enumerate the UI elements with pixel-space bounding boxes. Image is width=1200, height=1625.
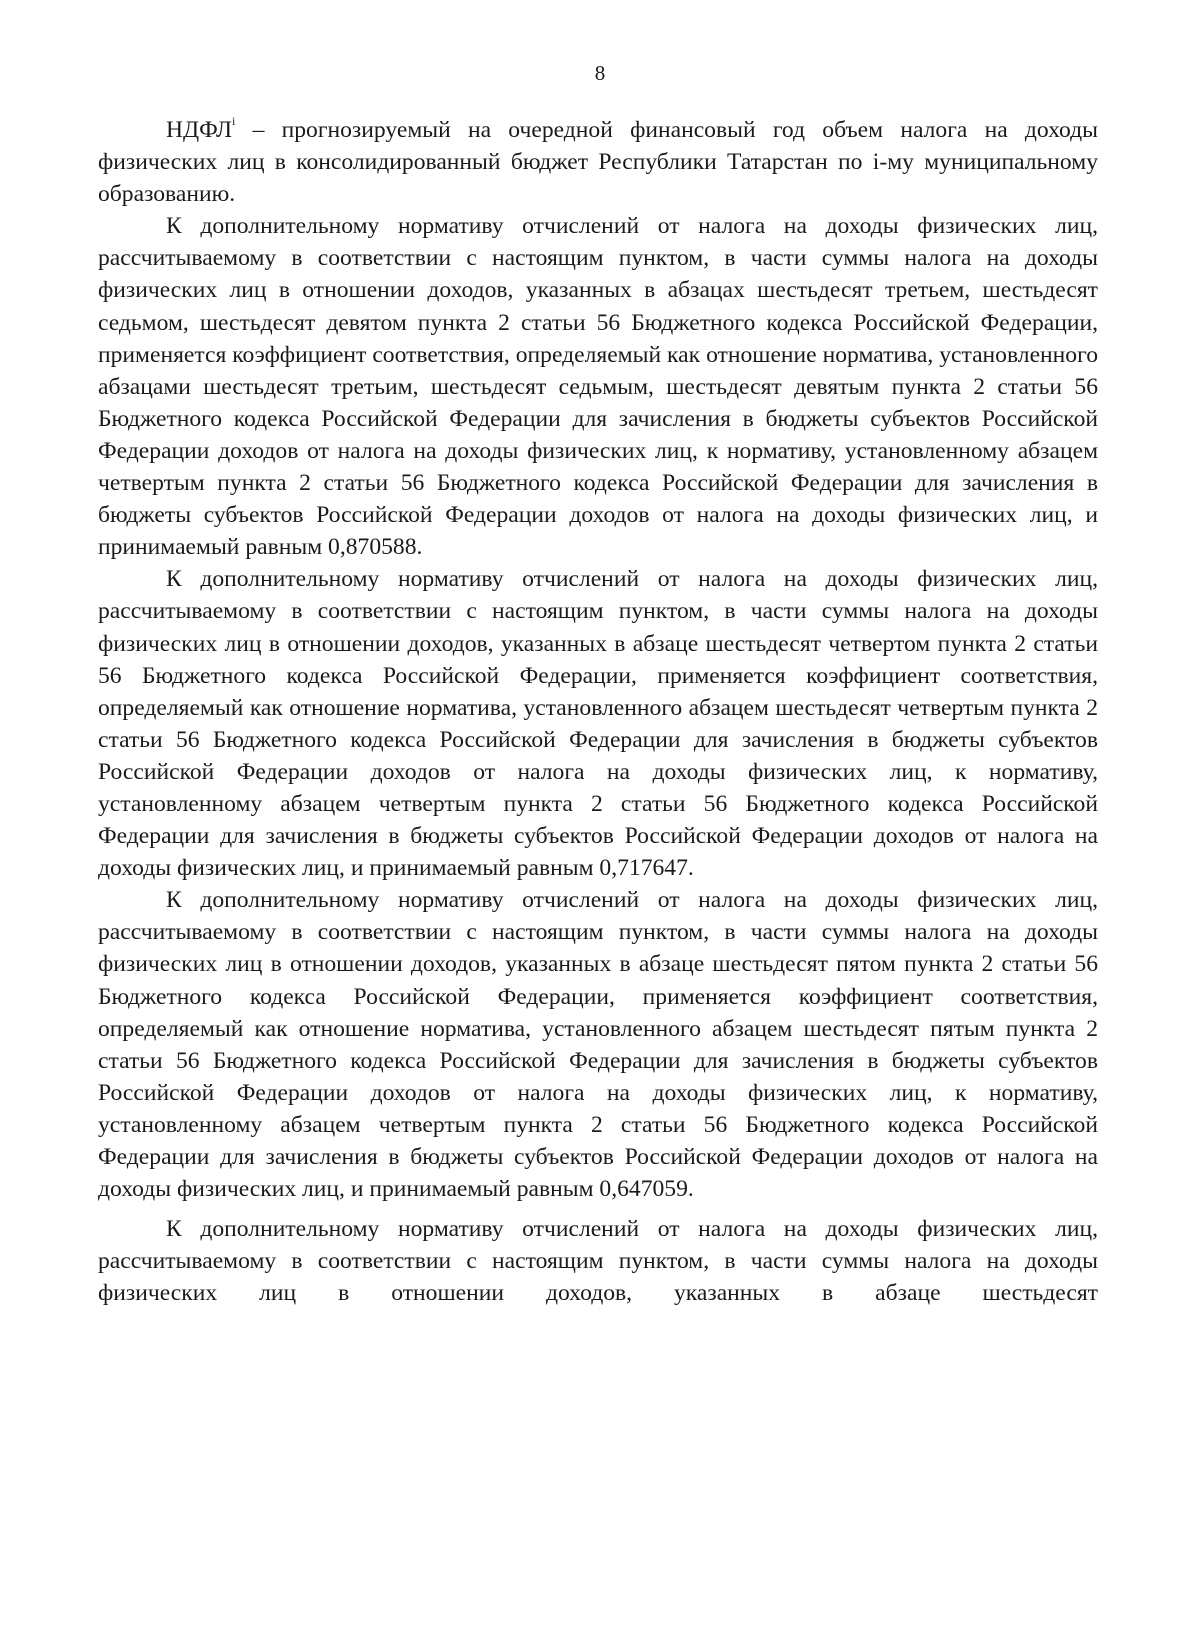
paragraph-text: К дополнительному нормативу отчислений от налога на доходы физических лиц, рассчитываемому в соответствии с настоящим пунктом, в части суммы налога на доходы физических лиц в отношении доходов, указанных в абзацах шестьдесят третьем, шестьдесят седьмом, шестьдесят девятом пункта 2 статьи 56 Бюджетного кодекса Российской Федерации, применяется коэффициент соответствия, определяемый как отношение норматива, установленного абзацами шестьдесят третьим, шестьдесят седьмым, шестьдесят девятым пункта 2 статьи 56 Бюджетного кодекса Российской Федерации для зачисления в бюджеты субъектов Российской Федерации доходов от налога на доходы физических лиц, к нормативу, установленному абзацем четвертым пункта 2 статьи 56 Бюджетного кодекса Российской Федерации для зачисления в бюджеты субъектов Российской Федерации доходов от налога на доходы физических лиц, и принимаемый равным	[98, 213, 1098, 561]
definition-term: НДФЛ	[166, 117, 232, 143]
document-body	[98, 114, 1098, 1309]
page-number: 8	[594, 61, 606, 85]
coefficient-value: 0,717647.	[599, 855, 694, 882]
paragraph-text: К дополнительному нормативу отчислений от налога на доходы физических лиц, рассчитываемому в соответствии с настоящим пунктом, в части суммы налога на доходы физических лиц в отношении доходов, указанных в абзаце шестьдесят четвертом пункта 2 статьи 56 Бюджетного кодекса Российской Федерации, применяется коэффициент соответствия, определяемый как отношение норматива, установленного абзацем шестьдесят четвертым пункта 2 статьи 56 Бюджетного кодекса Российской Федерации для зачисления в бюджеты субъектов Российской Федерации доходов от налога на доходы физических лиц, к нормативу, установленному абзацем четвертым пункта 2 статьи 56 Бюджетного кодекса Российской Федерации для зачисления в бюджеты субъектов Российской Федерации доходов от налога на доходы физических лиц, и принимаемый равным	[98, 566, 1098, 882]
paragraph-continued: К дополнительному нормативу отчислений от налога на доходы физических лиц, рассчитываемому в соответствии с настоящим пунктом, в части суммы налога на доходы физических лиц в отношении доходов, указанных в абзаце шестьдесят	[98, 1216, 1098, 1307]
coefficient-value: 0,647059.	[599, 1176, 694, 1203]
paragraph-text: К дополнительному нормативу отчислений от налога на доходы физических лиц, рассчитываемому в соответствии с настоящим пунктом, в части суммы налога на доходы физических лиц в отношении доходов, указанных в абзаце шестьдесят пятом пункта 2 статьи 56 Бюджетного кодекса Российской Федерации, применяется коэффициент соответствия, определяемый как отношение норматива, установленного абзацем шестьдесят пятым пункта 2 статьи 56 Бюджетного кодекса Российской Федерации для зачисления в бюджеты субъектов Российской Федерации доходов от налога на доходы физических лиц, к нормативу, установленному абзацем четвертым пункта 2 статьи 56 Бюджетного кодекса Российской Федерации для зачисления в бюджеты субъектов Российской Федерации доходов от налога на доходы физических лиц, и принимаемый равным	[98, 887, 1098, 1203]
definition-text: – прогнозируемый на очередной финансовый год объем налога на доходы физических лиц в консолидированный бюджет Республики Татарстан по i-му муниципальному образованию.	[98, 117, 1098, 208]
paragraph-coefficient-2	[98, 563, 1098, 884]
definition-superscript: i	[232, 114, 236, 128]
paragraph-coefficient-3	[98, 884, 1098, 1205]
coefficient-value: 0,870588.	[328, 534, 423, 561]
paragraph-coefficient-1	[98, 210, 1098, 563]
definition-paragraph	[98, 114, 1098, 210]
